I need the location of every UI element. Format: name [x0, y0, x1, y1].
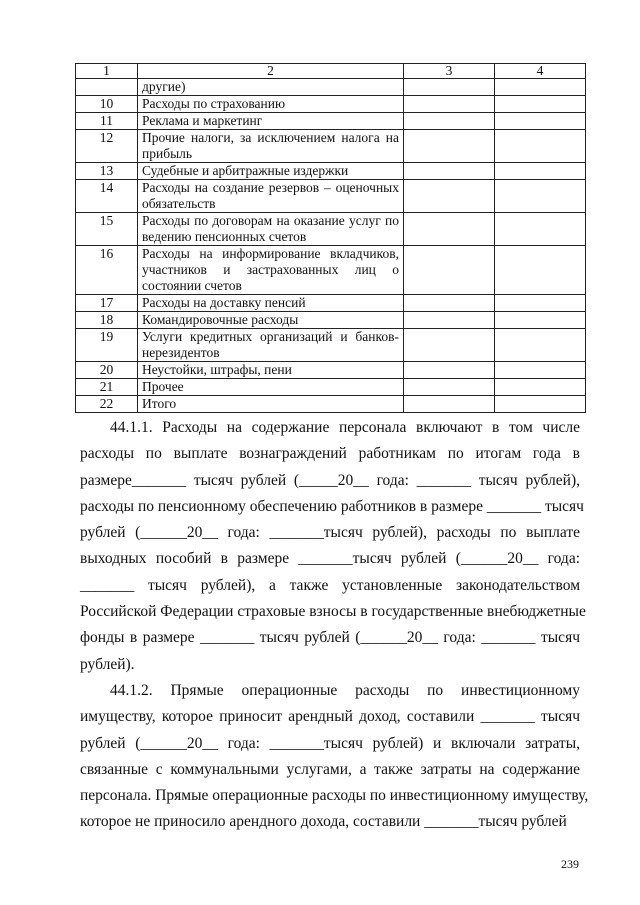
row-description: Прочие налоги, за исключением налога на прибыль	[138, 130, 404, 163]
value-cell-col3	[404, 362, 495, 379]
value-cell-col3	[404, 246, 495, 295]
header-cell: 2	[138, 64, 404, 79]
row-number: 19	[76, 329, 138, 362]
value-cell-col4	[495, 379, 586, 396]
row-description: Расходы на доставку пенсий	[138, 295, 404, 312]
row-description: Расходы на создание резервов – оценочных обязательств	[138, 180, 404, 213]
row-description: Расходы по договорам на оказание услуг по ведению пенсионных счетов	[138, 213, 404, 246]
value-cell-col4	[495, 295, 586, 312]
row-description: Расходы на информирование вкладчиков, участников и застрахованных лиц о состоянии счетов	[138, 246, 404, 295]
value-cell-col3	[404, 295, 495, 312]
value-cell-col4	[495, 329, 586, 362]
value-cell-col4	[495, 180, 586, 213]
table-row	[76, 180, 586, 213]
paragraph-44-1-1	[80, 415, 586, 678]
value-cell-col4	[495, 96, 586, 113]
text-line: размере_______ тысяч рублей (_____20__ года: _______ тысяч рублей),	[80, 471, 580, 489]
text-line: выходных пособий в размере _______тысяч рублей (______20__ года:	[80, 550, 580, 568]
row-description: Командировочные расходы	[138, 312, 404, 329]
header-cell: 3	[404, 64, 495, 79]
text-line: которое не приносило арендного дохода, составили _______тысяч рублей	[80, 813, 567, 831]
header-cell: 1	[76, 64, 138, 79]
value-cell-col3	[404, 329, 495, 362]
text-line: 44.1.2. Прямые операционные расходы по инвестиционному	[110, 682, 580, 699]
table-row	[76, 79, 586, 96]
table-row	[76, 295, 586, 312]
text-line: _______ тысяч рублей), а также установленные законодательством	[80, 576, 580, 594]
page-number: 239	[561, 857, 579, 871]
row-number: 11	[76, 113, 138, 130]
table-row	[76, 163, 586, 180]
row-number	[76, 79, 138, 96]
value-cell-col4	[495, 362, 586, 379]
text-line: связанные с коммунальными услугами, а также затраты на содержание	[80, 760, 580, 778]
table-header-row	[76, 64, 586, 79]
table-row	[76, 130, 586, 163]
table-row	[76, 396, 586, 413]
value-cell-col3	[404, 379, 495, 396]
row-description: Услуги кредитных организаций и банков-нерезидентов	[138, 329, 404, 362]
value-cell-col3	[404, 96, 495, 113]
text-line: расходы по пенсионному обеспечению работников в размере _______ тысяч	[80, 497, 584, 515]
value-cell-col3	[404, 213, 495, 246]
value-cell-col4	[495, 396, 586, 413]
value-cell-col3	[404, 396, 495, 413]
row-description: Прочее	[138, 379, 404, 396]
row-number: 20	[76, 362, 138, 379]
value-cell-col4	[495, 246, 586, 295]
text-line: Российской Федерации страховые взносы в государственные внебюджетные	[80, 603, 586, 621]
row-description: Реклама и маркетинг	[138, 113, 404, 130]
row-description: Судебные и арбитражные издержки	[138, 163, 404, 180]
row-number: 21	[76, 379, 138, 396]
table-row	[76, 362, 586, 379]
table-row	[76, 312, 586, 329]
value-cell-col4	[495, 79, 586, 96]
table-row	[76, 96, 586, 113]
text-line: 44.1.1. Расходы на содержание персонала включают в том числе	[110, 419, 580, 436]
value-cell-col3	[404, 130, 495, 163]
row-description: другие)	[138, 79, 404, 96]
row-number: 17	[76, 295, 138, 312]
value-cell-col4	[495, 130, 586, 163]
value-cell-col4	[495, 163, 586, 180]
table-row	[76, 113, 586, 130]
text-line: персонала. Прямые операционные расходы по инвестиционному имуществу,	[80, 787, 589, 805]
table-row	[76, 379, 586, 396]
value-cell-col3	[404, 312, 495, 329]
value-cell-col3	[404, 163, 495, 180]
value-cell-col4	[495, 312, 586, 329]
row-description: Неустойки, штрафы, пени	[138, 362, 404, 379]
text-line: рублей).	[80, 655, 135, 673]
row-number: 16	[76, 246, 138, 295]
paragraph-44-1-2	[80, 678, 589, 836]
text-line: рублей (______20__ года: _______тысяч рублей) и включали затраты,	[80, 734, 580, 752]
row-number: 13	[76, 163, 138, 180]
value-cell-col3	[404, 79, 495, 96]
row-number: 18	[76, 312, 138, 329]
table-row	[76, 213, 586, 246]
value-cell-col4	[495, 113, 586, 130]
row-number: 10	[76, 96, 138, 113]
text-line: рублей (______20__ года: _______тысяч рублей), расходы по выплате	[80, 524, 580, 542]
row-description: Итого	[138, 396, 404, 413]
row-number: 12	[76, 130, 138, 163]
table-row	[76, 329, 586, 362]
expenses-table	[75, 63, 586, 413]
table-row	[76, 246, 586, 295]
row-number: 14	[76, 180, 138, 213]
value-cell-col4	[495, 213, 586, 246]
text-line: имуществу, которое приносит арендный доход, составили _______ тысяч	[80, 708, 580, 726]
header-cell: 4	[495, 64, 586, 79]
value-cell-col3	[404, 113, 495, 130]
row-description: Расходы по страхованию	[138, 96, 404, 113]
row-number: 15	[76, 213, 138, 246]
text-line: фонды в размере _______ тысяч рублей (______20__ года: _______ тысяч	[80, 629, 580, 647]
row-number: 22	[76, 396, 138, 413]
text-line: расходы по выплате вознаграждений работникам по итогам года в	[80, 445, 580, 463]
value-cell-col3	[404, 180, 495, 213]
